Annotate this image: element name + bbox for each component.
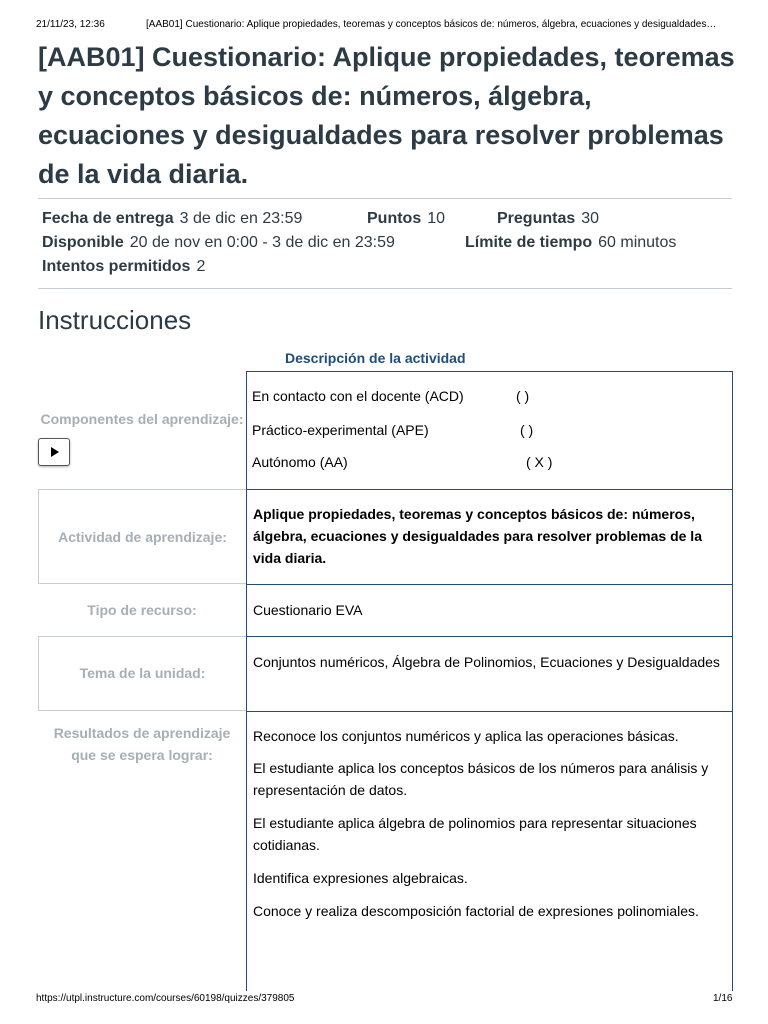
play-button[interactable] xyxy=(38,438,70,466)
activity-table-title: Descripción de la actividad xyxy=(285,350,466,366)
available-value: 20 de nov en 0:00 - 3 de dic en 23:59 xyxy=(129,234,395,251)
play-icon xyxy=(51,447,59,457)
time-limit-label: Límite de tiempo xyxy=(465,234,593,251)
points-label: Puntos xyxy=(367,210,422,227)
topic-label: Tema de la unidad: xyxy=(79,665,206,681)
attempts-value: 2 xyxy=(196,258,206,275)
points-value: 10 xyxy=(427,210,446,227)
due-date-value: 3 de dic en 23:59 xyxy=(179,210,303,227)
available xyxy=(42,234,395,252)
components-label-cell xyxy=(38,371,246,489)
time-limit xyxy=(465,234,676,252)
instructions-heading: Instrucciones xyxy=(38,305,192,335)
due-date-label: Fecha de entrega xyxy=(42,210,174,227)
resource-label: Tipo de recurso: xyxy=(87,602,197,618)
print-header xyxy=(0,0,768,36)
outcome-item: Conoce y realiza descomposición factorial de expresiones polinomiales. xyxy=(253,903,699,919)
details-divider xyxy=(38,288,732,289)
acd-mark: ( ) xyxy=(516,388,530,404)
outcome-item: Reconoce los conjuntos numéricos y aplica las operaciones básicas. xyxy=(253,728,679,744)
print-url: https://utpl.instructure.com/courses/60198/quizzes/379805 xyxy=(36,993,295,1004)
page-number: 1/16 xyxy=(713,993,733,1004)
attempts-label: Intentos permitidos xyxy=(42,258,191,275)
attempts xyxy=(42,258,205,276)
title-divider xyxy=(38,198,732,199)
print-page-title: [AAB01] Cuestionario: Aplique propiedades, teoremas y conceptos básicos de: números, álgebra, ecuaciones y desigualdades… xyxy=(146,19,717,30)
aa-mark: ( X ) xyxy=(526,454,553,470)
aa-label: Autónomo (AA) xyxy=(252,454,348,470)
activity-label: Actividad de aprendizaje: xyxy=(58,529,227,545)
ape-mark: ( ) xyxy=(520,422,534,438)
outcome-item: Identifica expresiones algebraicas. xyxy=(253,870,468,886)
outcomes-value-cell xyxy=(246,711,733,991)
topic-value: Conjuntos numéricos, Álgebra de Polinomios, Ecuaciones y Desigualdades xyxy=(253,654,720,670)
activity-label-cell xyxy=(38,489,246,584)
time-limit-value: 60 minutos xyxy=(598,234,677,251)
outcome-item: El estudiante aplica álgebra de polinomios para representar situaciones cotidianas. xyxy=(253,815,697,853)
activity-value: Aplique propiedades, teoremas y conceptos básicos de: números, álgebra, ecuaciones y desigualdades para resolver problemas de la vida diaria. xyxy=(253,506,702,566)
acd-label: En contacto con el docente (ACD) xyxy=(252,388,464,404)
resource-value-cell xyxy=(246,584,733,636)
outcomes-label-cell xyxy=(38,711,246,821)
quiz-title: [AAB01] Cuestionario: Aplique propiedades, teoremas y conceptos básicos de: números, álgebra, ecuaciones y desigualdades para resolver problemas de la vida diaria. xyxy=(38,42,735,189)
activity-value-cell xyxy=(246,489,733,584)
available-label: Disponible xyxy=(42,234,124,251)
topic-value-cell xyxy=(246,636,733,711)
ape-label: Práctico-experimental (APE) xyxy=(252,422,429,438)
outcomes-label: Resultados de aprendizaje que se espera lograr: xyxy=(53,725,231,763)
questions xyxy=(497,210,599,228)
questions-value: 30 xyxy=(581,210,600,227)
print-timestamp: 21/11/23, 12:36 xyxy=(36,19,105,30)
questions-label: Preguntas xyxy=(497,210,576,227)
points xyxy=(367,210,445,228)
topic-label-cell xyxy=(38,636,246,711)
due-date xyxy=(42,210,302,228)
resource-label-cell xyxy=(38,584,246,636)
components-label: Componentes del aprendizaje: xyxy=(40,411,244,427)
outcome-item: El estudiante aplica los conceptos básicos de los números para análisis y representación de datos. xyxy=(253,760,709,798)
resource-value: Cuestionario EVA xyxy=(253,602,363,618)
